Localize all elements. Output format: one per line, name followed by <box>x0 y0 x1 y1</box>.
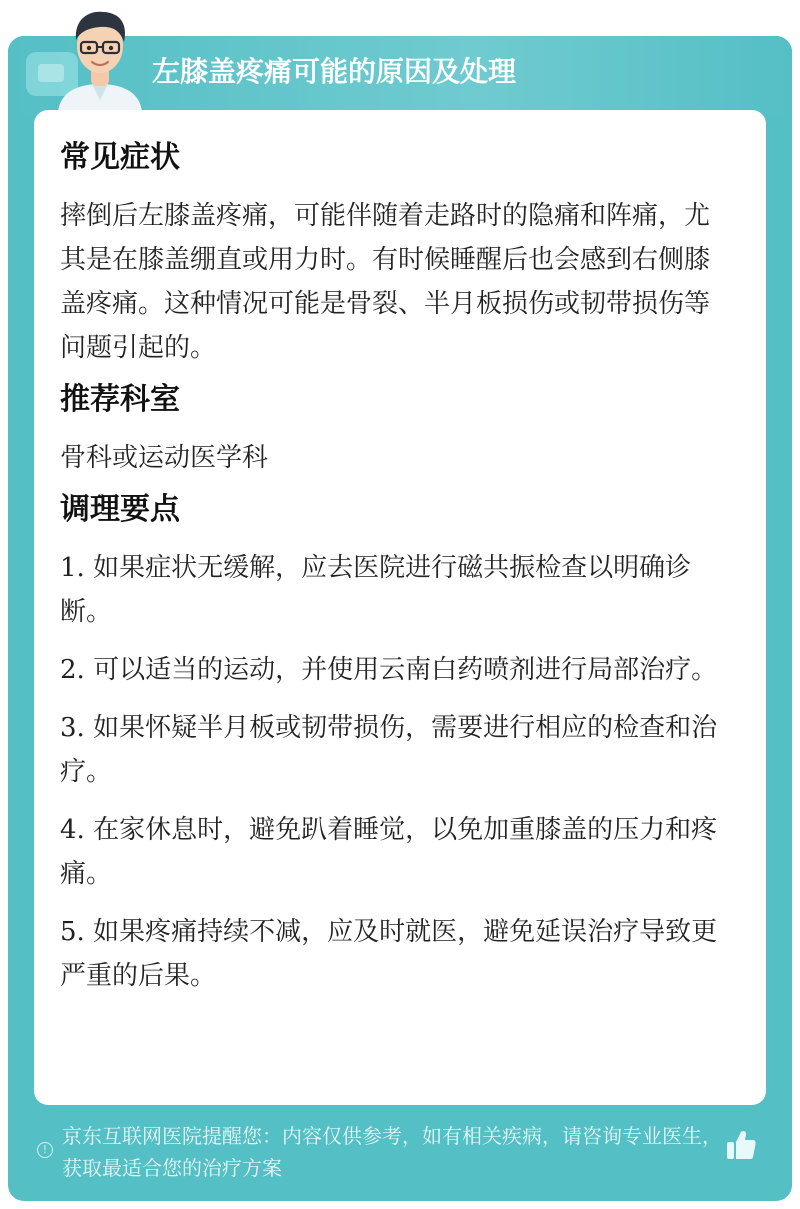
symptoms-text: 摔倒后左膝盖疼痛，可能伴随着走路时的隐痛和阵痛，尤其是在膝盖绷直或用力时。有时候睡醒后也会感到右侧膝盖疼痛。这种情况可能是骨裂、半月板损伤或韧带损伤等问题引起的。 <box>60 201 711 363</box>
content-body <box>60 136 728 1012</box>
info-icon: ! <box>37 1142 53 1158</box>
list-item-text: 可以适当的运动，并使用云南白药喷剂进行局部治疗。 <box>93 655 718 685</box>
list-item-number: 4. <box>60 815 85 845</box>
page-title: 左膝盖疼痛可能的原因及处理 <box>152 55 517 88</box>
footer-notice <box>34 1118 764 1188</box>
doctor-avatar <box>50 0 150 112</box>
section-title-department: 推荐科室 <box>60 382 180 417</box>
list-item <box>60 546 728 634</box>
section-title-care: 调理要点 <box>60 492 180 527</box>
thumbs-up-icon[interactable] <box>724 1128 758 1162</box>
list-item <box>60 808 728 896</box>
section-title-symptoms: 常见症状 <box>60 140 180 175</box>
footer-notice-text: 京东互联网医院提醒您：内容仅供参考，如有相关疾病，请咨询专业医生，获取最适合您的治疗方案 <box>62 1124 722 1180</box>
list-item-text: 在家休息时，避免趴着睡觉，以免加重膝盖的压力和疼痛。 <box>60 815 718 889</box>
list-item-number: 5. <box>60 917 85 947</box>
content-card <box>34 110 766 1105</box>
list-item-number: 1. <box>60 553 85 583</box>
care-list <box>60 546 728 998</box>
list-item <box>60 706 728 794</box>
department-text: 骨科或运动医学科 <box>60 443 269 473</box>
list-item-text: 如果疼痛持续不减，应及时就医，避免延误治疗导致更严重的后果。 <box>60 917 718 991</box>
list-item-text: 如果怀疑半月板或韧带损伤，需要进行相应的检查和治疗。 <box>60 713 718 787</box>
list-item-text: 如果症状无缓解，应去医院进行磁共振检查以明确诊断。 <box>60 553 692 627</box>
list-item-number: 2. <box>60 655 85 685</box>
list-item <box>60 910 728 998</box>
list-item <box>60 648 728 692</box>
list-item-number: 3. <box>60 713 85 743</box>
